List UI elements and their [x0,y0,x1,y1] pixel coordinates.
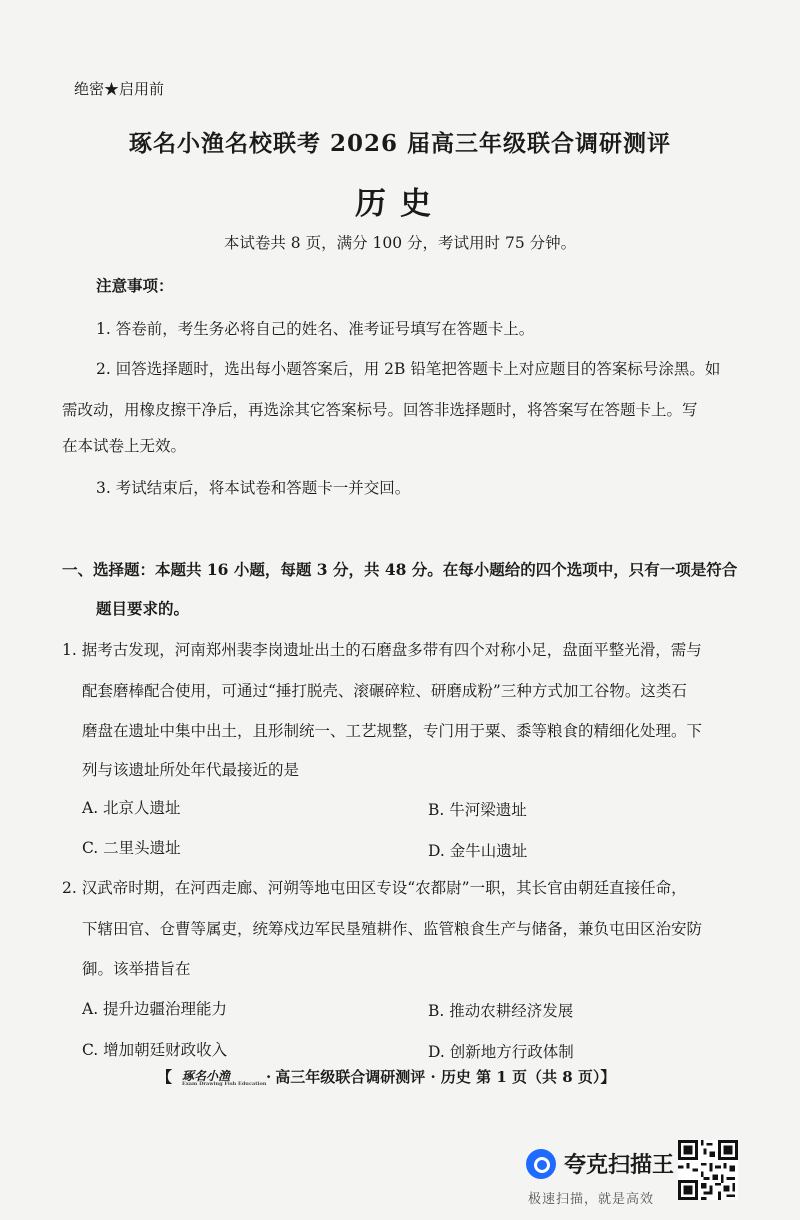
subject-title: 历史 [355,186,445,222]
notice-heading: 注意事项： [96,276,174,295]
section-heading-line-1: 一、选择题：本题共 16 小题，每题 3 分，共 48 分。在每小题给的四个选项中，只有一项是符合 [62,560,738,579]
question-1-option-a: A. 北京人遗址 [82,799,181,817]
brand-logo-subtext: Exam Drawing Fish Education [182,1080,267,1087]
footer-bracket: 【 [157,1068,173,1086]
question-2-line-1: 2. 汉武帝时期，在河西走廊、河朔等地屯田区专设“农都尉”一职，其长官由朝廷直接任命， [62,879,687,897]
question-2-line-3: 御。该举措旨在 [82,960,191,978]
section-heading-line-2: 题目要求的。 [96,599,190,618]
quark-logo-icon [526,1149,556,1179]
question-1-line-3: 磨盘在遗址中集中出土，且形制统一、工艺规整，专门用于粟、黍等粮食的精细化处理。下 [82,722,703,740]
page-footer [157,1066,615,1087]
question-1-option-b: B. 牛河梁遗址 [428,801,527,819]
footer-dot: · [266,1067,272,1086]
question-1-option-c: C. 二里头遗址 [82,839,181,857]
question-2-option-c: C. 增加朝廷财政收入 [82,1041,228,1059]
qr-code-icon [678,1140,738,1200]
question-2-option-a: A. 提升边疆治理能力 [82,1000,228,1018]
scanner-slogan: 极速扫描，就是高效 [528,1192,655,1207]
notice-item-2-line-2: 需改动，用橡皮擦干净后，再选涂其它答案标号。回答非选择题时，将答案写在答题卡上。写 [62,401,698,419]
exam-title: 琢名小渔名校联考 2026 届高三年级联合调研测评 [128,130,672,157]
question-1-line-2: 配套磨棒配合使用，可通过“捶打脱壳、滚碾碎粒、研磨成粉”三种方式加工谷物。这类石 [82,682,687,700]
notice-item-2-line-1: 2. 回答选择题时，选出每小题答案后，用 2B 铅笔把答题卡上对应题目的答案标号涂黑。如 [96,360,721,378]
question-1-line-1: 1. 据考古发现，河南郑州裴李岗遗址出土的石磨盘多带有四个对称小足，盘面平整光滑，需与 [62,641,702,659]
brand-logo-text: 琢名小渔 [182,1068,231,1083]
question-2-option-d: D. 创新地方行政体制 [428,1043,574,1061]
notice-item-1: 1. 答卷前，考生务必将自己的姓名、准考证号填写在答题卡上。 [96,320,535,338]
question-2-option-b: B. 推动农耕经济发展 [428,1002,574,1020]
question-1-line-4: 列与该遗址所处年代最接近的是 [82,761,300,779]
exam-info: 本试卷共 8 页，满分 100 分，考试用时 75 分钟。 [223,234,577,252]
notice-item-3: 3. 考试结束后，将本试卷和答题卡一并交回。 [96,479,411,497]
scanner-app-name: 夸克扫描王 [564,1153,675,1178]
question-1-option-d: D. 金牛山遗址 [428,842,528,860]
confidential-label: 绝密★启用前 [74,80,165,98]
question-2-line-2: 下辖田官、仓曹等属吏，统筹戍边军民垦殖耕作、监管粮食生产与储备，兼负屯田区治安防 [82,920,703,938]
brand-logo [176,1067,267,1087]
footer-page-info: 高三年级联合调研测评 · 历史 第 1 页（共 8 页）】 [275,1068,616,1086]
scanner-watermark [526,1148,674,1179]
notice-item-2-line-3: 在本试卷上无效。 [62,437,187,455]
